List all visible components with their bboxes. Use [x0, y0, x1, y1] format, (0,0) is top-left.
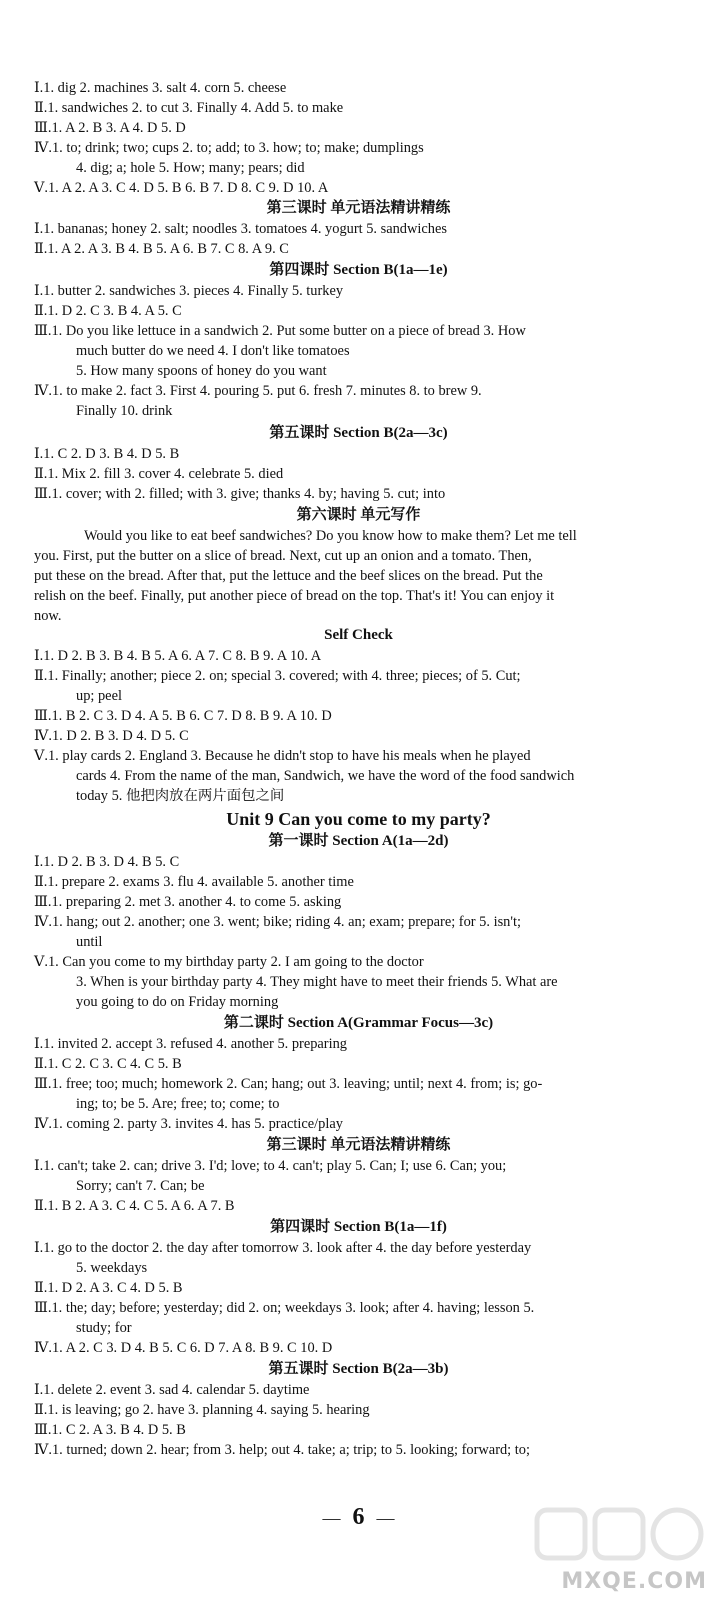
section-heading: 第五课时 Section B(2a—3b): [268, 1361, 449, 1377]
answer-line: Ⅳ.1. coming 2. party 3. invites 4. has 5. practice/play: [34, 1116, 343, 1132]
answer-line: 3. When is your birthday party 4. They might have to meet their friends 5. What are: [76, 974, 558, 990]
essay-line: now.: [34, 608, 62, 624]
answer-line: Ⅱ.1. prepare 2. exams 3. flu 4. available 5. another time: [34, 874, 354, 890]
answer-line: 5. How many spoons of honey do you want: [76, 363, 327, 379]
answer-line: Ⅳ.1. turned; down 2. hear; from 3. help; out 4. take; a; trip; to 5. looking; forward; to;: [34, 1442, 530, 1458]
dash-right: —: [376, 1508, 395, 1528]
answer-line: Ⅳ.1. hang; out 2. another; one 3. went; bike; riding 4. an; exam; prepare; for 5. isn't;: [34, 914, 521, 930]
section-heading: 第六课时 单元写作: [296, 507, 421, 523]
answer-line: Ⅰ.1. C 2. D 3. B 4. D 5. B: [34, 446, 180, 462]
answer-line: Ⅲ.1. preparing 2. met 3. another 4. to come 5. asking: [34, 894, 342, 910]
essay-line: Would you like to eat beef sandwiches? Do you know how to make them? Let me tell: [84, 528, 577, 544]
section-heading: Self Check: [324, 627, 393, 643]
answer-line: Ⅳ.1. A 2. C 3. D 4. B 5. C 6. D 7. A 8. B 9. C 10. D: [34, 1340, 333, 1356]
answer-line: study; for: [76, 1320, 132, 1336]
answer-line: Ⅰ.1. go to the doctor 2. the day after tomorrow 3. look after 4. the day before yesterday: [34, 1240, 532, 1256]
answer-line: Ⅳ.1. to; drink; two; cups 2. to; add; to 3. how; to; make; dumplings: [34, 140, 424, 156]
answer-line: Ⅰ.1. butter 2. sandwiches 3. pieces 4. Finally 5. turkey: [34, 283, 344, 299]
answer-line: Ⅱ.1. D 2. A 3. C 4. D 5. B: [34, 1280, 183, 1296]
answer-line: Ⅲ.1. C 2. A 3. B 4. D 5. B: [34, 1422, 186, 1438]
section-heading: 第四课时 Section B(1a—1f): [270, 1219, 447, 1235]
section-heading: 第三课时 单元语法精讲精练: [266, 200, 451, 216]
answer-line: Ⅱ.1. C 2. C 3. C 4. C 5. B: [34, 1056, 182, 1072]
answer-line: 4. dig; a; hole 5. How; many; pears; did: [76, 160, 305, 176]
watermark-text: MXQE.COM: [561, 1569, 707, 1594]
answer-line: Ⅰ.1. delete 2. event 3. sad 4. calendar 5. daytime: [34, 1382, 310, 1398]
answer-line: ing; to; be 5. Are; free; to; come; to: [76, 1096, 280, 1112]
section-heading: 第三课时 单元语法精讲精练: [266, 1137, 451, 1153]
essay-line: relish on the beef. Finally, put another piece of bread on the top. That's it! You can enjoy it: [34, 588, 555, 604]
section-heading: 第五课时 Section B(2a—3c): [269, 425, 448, 441]
essay-line: you. First, put the butter on a slice of bread. Next, cut up an onion and a tomato. Then,: [34, 548, 532, 564]
answer-line: Ⅳ.1. to make 2. fact 3. First 4. pouring 5. put 6. fresh 7. minutes 8. to brew 9.: [34, 383, 482, 399]
answer-line: Ⅲ.1. free; too; much; homework 2. Can; hang; out 3. leaving; until; next 4. from; is; go-: [34, 1076, 543, 1092]
answer-line: Ⅲ.1. B 2. C 3. D 4. A 5. B 6. C 7. D 8. B 9. A 10. D: [34, 708, 332, 724]
answer-line: Ⅲ.1. cover; with 2. filled; with 3. give; thanks 4. by; having 5. cut; into: [34, 486, 446, 502]
answer-line: today 5. 他把肉放在两片面包之间: [76, 788, 285, 804]
answer-line: Ⅱ.1. is leaving; go 2. have 3. planning 4. saying 5. hearing: [34, 1402, 370, 1418]
answer-line: Ⅲ.1. the; day; before; yesterday; did 2. on; weekdays 3. look; after 4. having; lesson 5.: [34, 1300, 535, 1316]
answer-line: Ⅳ.1. D 2. B 3. D 4. D 5. C: [34, 728, 189, 744]
essay-line: put these on the bread. After that, put the lettuce and the beef slices on the bread. Put the: [34, 568, 543, 584]
answer-line: Ⅰ.1. bananas; honey 2. salt; noodles 3. tomatoes 4. yogurt 5. sandwiches: [34, 221, 447, 237]
answer-line: cards 4. From the name of the man, Sandwich, we have the word of the food sandwich: [76, 768, 575, 784]
answer-line: until: [76, 934, 103, 950]
answer-line: Ⅱ.1. B 2. A 3. C 4. C 5. A 6. A 7. B: [34, 1198, 235, 1214]
section-heading: 第二课时 Section A(Grammar Focus—3c): [223, 1015, 494, 1031]
answer-line: Ⅰ.1. dig 2. machines 3. salt 4. corn 5. cheese: [34, 80, 287, 96]
answer-line: 5. weekdays: [76, 1260, 148, 1276]
answer-line: Sorry; can't 7. Can; be: [76, 1178, 205, 1194]
answer-line: Ⅱ.1. Mix 2. fill 3. cover 4. celebrate 5. died: [34, 466, 284, 482]
answer-line: Ⅴ.1. A 2. A 3. C 4. D 5. B 6. B 7. D 8. C 9. D 10. A: [34, 180, 329, 196]
answer-line: Ⅰ.1. D 2. B 3. D 4. B 5. C: [34, 854, 180, 870]
answer-line: Ⅱ.1. A 2. A 3. B 4. B 5. A 6. B 7. C 8. A 9. C: [34, 241, 289, 257]
answer-line: Ⅴ.1. Can you come to my birthday party 2. I am going to the doctor: [34, 954, 424, 970]
answer-line: up; peel: [76, 688, 122, 704]
page-number-text: 6: [352, 1504, 365, 1530]
dash-left: —: [322, 1508, 341, 1528]
section-heading: 第一课时 Section A(1a—2d): [268, 833, 449, 849]
answer-line: Ⅱ.1. D 2. C 3. B 4. A 5. C: [34, 303, 182, 319]
answer-line: Ⅰ.1. invited 2. accept 3. refused 4. another 5. preparing: [34, 1036, 347, 1052]
answer-line: Ⅰ.1. D 2. B 3. B 4. B 5. A 6. A 7. C 8. B 9. A 10. A: [34, 648, 322, 664]
answer-line: Ⅲ.1. A 2. B 3. A 4. D 5. D: [34, 120, 186, 136]
answer-line: much butter do we need 4. I don't like tomatoes: [76, 343, 350, 359]
unit-title: Unit 9 Can you come to my party?: [226, 809, 491, 829]
answer-line: Ⅲ.1. Do you like lettuce in a sandwich 2. Put some butter on a piece of bread 3. How: [34, 323, 526, 339]
answer-line: Ⅱ.1. Finally; another; piece 2. on; special 3. covered; with 4. three; pieces; of 5. Cut;: [34, 668, 521, 684]
answer-line: you going to do on Friday morning: [76, 994, 279, 1010]
answer-line: Ⅰ.1. can't; take 2. can; drive 3. I'd; love; to 4. can't; play 5. Can; I; use 6. Can; you;: [34, 1158, 507, 1174]
answer-line: Finally 10. drink: [76, 403, 173, 419]
answer-line: Ⅱ.1. sandwiches 2. to cut 3. Finally 4. Add 5. to make: [34, 100, 344, 116]
section-heading: 第四课时 Section B(1a—1e): [269, 262, 448, 278]
answer-line: Ⅴ.1. play cards 2. England 3. Because he didn't stop to have his meals when he played: [34, 748, 531, 764]
